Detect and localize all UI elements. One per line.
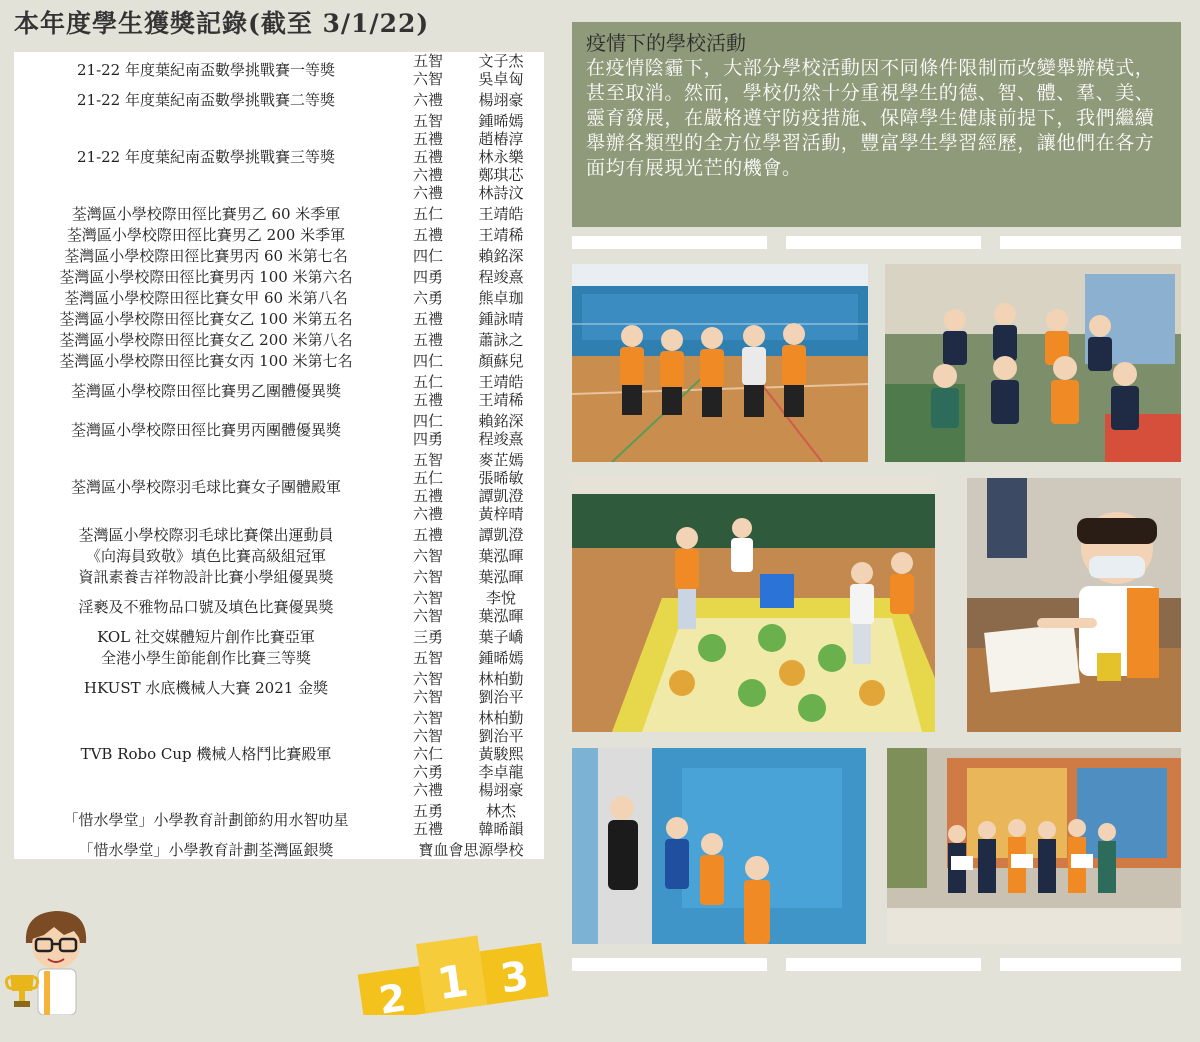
student-name: 張晞敏 <box>478 469 524 487</box>
award-row <box>14 670 544 706</box>
student-name: 程竣熹 <box>478 430 524 448</box>
school-name: 寶血會思源學校 <box>418 841 524 859</box>
student-class: 五禮 <box>412 526 443 544</box>
photo-girl-painting <box>967 478 1181 732</box>
student-name: 譚凱澄 <box>478 487 524 505</box>
award-row <box>14 412 544 448</box>
award-name: 荃灣區小學校際田徑比賽女乙 200 米第八名 <box>59 331 353 349</box>
award-row <box>14 331 544 349</box>
news-title: 疫情下的學校活動 <box>586 31 746 55</box>
student-name: 熊卓珈 <box>478 289 524 307</box>
student-class: 五禮 <box>412 130 443 148</box>
student-class: 五禮 <box>412 226 443 244</box>
award-name: 荃灣區小學校際羽毛球比賽傑出運動員 <box>78 526 334 544</box>
student-name: 林永樂 <box>478 148 524 166</box>
student-class: 六禮 <box>412 184 443 202</box>
photo-bus-group <box>885 264 1181 462</box>
award-name: 全港小學生節能創作比賽三等獎 <box>100 649 311 667</box>
student-name: 楊翊豪 <box>478 91 524 109</box>
student-class: 四勇 <box>412 430 443 448</box>
student-name: 賴銘深 <box>478 412 524 430</box>
award-name: TVB Robo Cup 機械人格鬥比賽殿軍 <box>80 745 332 763</box>
award-row <box>14 568 544 586</box>
student-name: 譚凱澄 <box>478 526 524 544</box>
student-name: 趙樁淳 <box>478 130 524 148</box>
student-name: 鍾晞嫣 <box>478 649 524 667</box>
news-body: 在疫情陰霾下，大部分學校活動因不同條件限制而改變舉辦模式，甚至取消。然而，學校仍然十分重視學生的德、智、體、羣、美、靈育發展，在嚴格遵守防疫措施、保障學生健康前提下，我們繼續舉辦各類型的全方位學習活動，豐富學生學習經歷，讓他們在各方面均有展現光芒的機會。 <box>586 57 1155 179</box>
award-name: 荃灣區小學校際羽毛球比賽女子團體殿軍 <box>70 478 341 496</box>
student-name: 王靖皓 <box>478 373 524 391</box>
award-name: 「惜水學堂」小學教育計劃荃灣區銀獎 <box>78 841 334 859</box>
photo-certificates-group <box>887 748 1181 944</box>
student-class: 六智 <box>412 589 443 607</box>
award-name: 21-22 年度葉紀南盃數學挑戰賽一等獎 <box>76 61 335 79</box>
student-class: 五禮 <box>412 391 443 409</box>
student-class: 五勇 <box>412 802 443 820</box>
student-class: 五仁 <box>412 205 443 223</box>
student-name: 李卓龍 <box>478 763 524 781</box>
student-name: 鍾詠晴 <box>478 310 524 328</box>
awards-table <box>14 52 544 859</box>
award-name: 荃灣區小學校際田徑比賽男乙 60 米季軍 <box>71 205 341 223</box>
student-name: 王靖稀 <box>478 391 524 409</box>
student-class: 六智 <box>412 670 443 688</box>
student-name: 賴銘深 <box>478 247 524 265</box>
award-row <box>14 247 544 265</box>
award-name: 荃灣區小學校際田徑比賽女乙 100 米第五名 <box>59 310 353 328</box>
student-class: 六禮 <box>412 91 443 109</box>
student-class: 五智 <box>412 112 443 130</box>
photo-wall-mural-painting <box>572 748 866 944</box>
photo-sports-hall-runners <box>572 264 868 462</box>
award-name: KOL 社交媒體短片創作比賽亞軍 <box>97 628 315 646</box>
student-class: 四仁 <box>412 247 443 265</box>
student-class: 六勇 <box>412 763 443 781</box>
award-row <box>14 709 544 799</box>
page-title: 本年度學生獲獎記錄(截至 3/1/22) <box>14 9 430 38</box>
award-row <box>14 841 544 859</box>
student-name: 黃梓晴 <box>478 505 524 523</box>
student-name: 葉泓暉 <box>478 607 524 625</box>
award-row <box>14 628 544 646</box>
award-name: 21-22 年度葉紀南盃數學挑戰賽二等獎 <box>76 91 335 109</box>
divider-bar <box>572 236 767 249</box>
student-class: 六智 <box>412 568 443 586</box>
cartoon-boy-with-trophy <box>4 905 114 1019</box>
award-row <box>14 547 544 565</box>
student-class: 六禮 <box>412 505 443 523</box>
award-name: 淫褻及不雅物品口號及填色比賽優異獎 <box>78 598 334 616</box>
award-row <box>14 205 544 223</box>
student-name: 顏蘇兒 <box>478 352 524 370</box>
student-name: 林杰 <box>485 802 516 820</box>
award-row <box>14 373 544 409</box>
student-name: 葉泓暉 <box>478 547 524 565</box>
award-row <box>14 526 544 544</box>
student-name: 楊翊豪 <box>478 781 524 799</box>
divider-bar <box>786 958 981 971</box>
student-name: 程竣熹 <box>478 268 524 286</box>
award-row <box>14 589 544 625</box>
student-class: 六智 <box>412 709 443 727</box>
student-name: 蕭詠之 <box>478 331 524 349</box>
student-class: 五禮 <box>412 148 443 166</box>
student-class: 六智 <box>412 70 443 88</box>
student-class: 五禮 <box>412 487 443 505</box>
student-class: 五仁 <box>412 469 443 487</box>
student-name: 李悅 <box>485 589 516 607</box>
photo-floor-board-game <box>572 478 935 732</box>
award-name: 《向海員致敬》填色比賽高級組冠軍 <box>85 547 326 565</box>
student-name: 林柏勤 <box>478 709 524 727</box>
award-row <box>14 268 544 286</box>
divider-bar <box>1000 236 1181 249</box>
award-row <box>14 289 544 307</box>
student-name: 韓晞韻 <box>478 820 524 838</box>
news-panel <box>572 22 1181 227</box>
podium-number-3: 3 <box>497 953 532 1003</box>
student-name: 劉治平 <box>478 727 524 745</box>
student-name: 吳卓匈 <box>478 70 524 88</box>
student-class: 四勇 <box>412 268 443 286</box>
student-name: 麥芷嫣 <box>478 451 524 469</box>
award-row <box>14 52 544 88</box>
student-class: 三勇 <box>412 628 443 646</box>
divider-bar <box>786 236 981 249</box>
student-name: 林詩汶 <box>478 184 524 202</box>
student-class: 五智 <box>412 649 443 667</box>
student-class: 六禮 <box>412 166 443 184</box>
award-name: 荃灣區小學校際田徑比賽男丙團體優異獎 <box>70 421 341 439</box>
student-class: 四仁 <box>412 412 443 430</box>
student-class: 六智 <box>412 607 443 625</box>
award-row <box>14 802 544 838</box>
student-class: 六勇 <box>412 289 443 307</box>
award-name: 「惜水學堂」小學教育計劃節約用水智叻星 <box>63 811 349 829</box>
student-class: 五智 <box>412 52 443 70</box>
student-class: 六禮 <box>412 781 443 799</box>
award-name: 荃灣區小學校際田徑比賽男乙 200 米季軍 <box>66 226 346 244</box>
student-class: 六仁 <box>412 745 443 763</box>
award-name: 資訊素養吉祥物設計比賽小學組優異獎 <box>78 568 334 586</box>
student-class: 四仁 <box>412 352 443 370</box>
divider-bar <box>1000 958 1181 971</box>
award-row <box>14 352 544 370</box>
award-row <box>14 649 544 667</box>
award-name: 荃灣區小學校際田徑比賽男丙 60 米第七名 <box>64 247 348 265</box>
student-name: 葉子嶠 <box>478 628 524 646</box>
student-name: 葉泓暉 <box>478 568 524 586</box>
podium-number-2: 2 <box>376 975 409 1015</box>
student-class: 六智 <box>412 688 443 706</box>
award-name: 荃灣區小學校際田徑比賽女甲 60 米第八名 <box>64 289 348 307</box>
award-name: HKUST 水底機械人大賽 2021 金獎 <box>83 679 329 697</box>
student-name: 劉治平 <box>478 688 524 706</box>
student-name: 王靖皓 <box>478 205 524 223</box>
award-name: 荃灣區小學校際田徑比賽女丙 100 米第七名 <box>59 352 353 370</box>
student-class: 五禮 <box>412 820 443 838</box>
podium-number-1: 1 <box>434 955 472 1011</box>
student-class: 五智 <box>412 451 443 469</box>
student-name: 鍾晞嫣 <box>478 112 524 130</box>
podium-graphic <box>350 925 560 1019</box>
student-class: 五禮 <box>412 331 443 349</box>
student-class: 六智 <box>412 727 443 745</box>
award-name: 21-22 年度葉紀南盃數學挑戰賽三等獎 <box>76 148 335 166</box>
award-name: 荃灣區小學校際田徑比賽男乙團體優異獎 <box>70 382 341 400</box>
student-class: 五仁 <box>412 373 443 391</box>
student-name: 文子杰 <box>478 52 524 70</box>
student-class: 五禮 <box>412 310 443 328</box>
award-row <box>14 310 544 328</box>
student-name: 鄭琪芯 <box>478 166 524 184</box>
award-row <box>14 91 544 109</box>
student-name: 王靖稀 <box>478 226 524 244</box>
award-row <box>14 451 544 523</box>
student-name: 林柏勤 <box>478 670 524 688</box>
award-row <box>14 226 544 244</box>
award-row <box>14 112 544 202</box>
divider-bar <box>572 958 767 971</box>
student-class: 六智 <box>412 547 443 565</box>
student-name: 黃駿熙 <box>478 745 524 763</box>
award-name: 荃灣區小學校際田徑比賽男丙 100 米第六名 <box>59 268 353 286</box>
